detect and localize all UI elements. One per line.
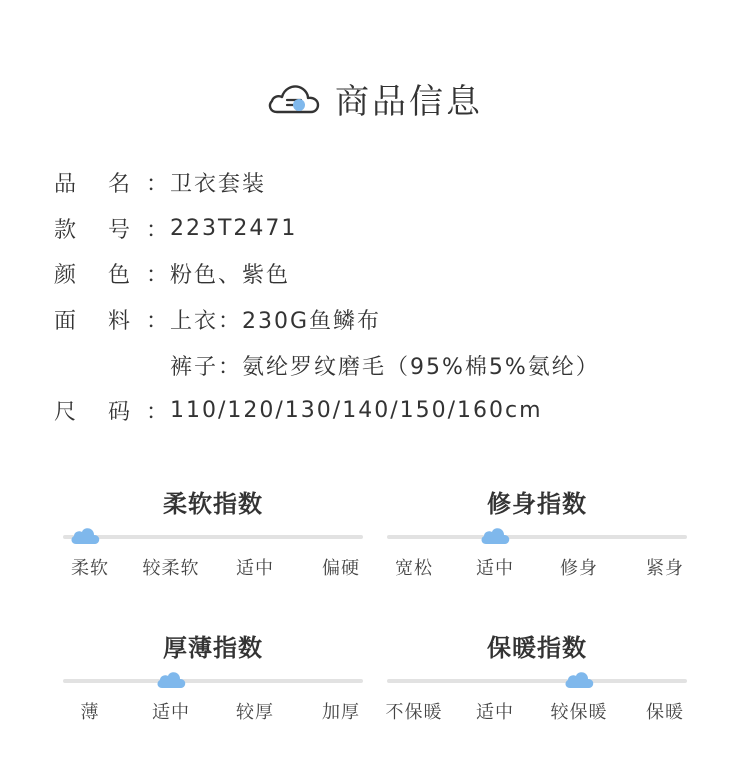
index-track — [63, 679, 363, 683]
info-row-fabric — [54, 297, 600, 343]
label-char: 名 — [108, 172, 133, 198]
index-level-label: 加厚 — [322, 702, 360, 723]
index-track — [387, 679, 687, 683]
index-level-label: 柔软 — [71, 558, 109, 579]
info-label — [54, 213, 170, 244]
index-level-label: 适中 — [476, 558, 514, 579]
label-colon: ： — [146, 309, 171, 335]
info-row-size — [54, 388, 600, 434]
label-char: 款 — [54, 217, 79, 243]
index-title: 保暖指数 — [487, 634, 587, 662]
info-label — [54, 167, 170, 198]
index-title: 柔软指数 — [163, 490, 263, 518]
index-track — [387, 535, 687, 539]
index-title: 修身指数 — [487, 490, 587, 518]
index-level-label: 偏硬 — [322, 558, 360, 579]
index-level-label: 适中 — [236, 558, 274, 579]
label-char: 色 — [108, 263, 133, 289]
index-level-label: 紧身 — [646, 558, 684, 579]
info-value: 上衣：230G鱼鳞布 — [170, 309, 382, 335]
info-row-style-number — [54, 206, 600, 252]
index-level-label: 不保暖 — [385, 702, 443, 723]
label-char: 料 — [108, 309, 133, 335]
label-char: 码 — [108, 400, 133, 426]
index-level-label: 较保暖 — [550, 702, 608, 723]
info-value: 裤子：氨纶罗纹磨毛（95%棉5%氨纶） — [170, 354, 600, 380]
cloud-list-icon — [267, 78, 325, 118]
index-level-label: 适中 — [152, 702, 190, 723]
label-colon: ： — [146, 172, 171, 198]
label-colon: ： — [146, 217, 171, 243]
cloud-marker-icon — [564, 670, 594, 690]
info-value: 粉色、紫色 — [170, 263, 291, 289]
info-value: 110/120/130/140/150/160cm — [170, 398, 543, 424]
section-header — [0, 72, 750, 124]
cloud-marker-icon — [70, 526, 100, 546]
index-level-label: 宽松 — [395, 558, 433, 579]
index-level-label: 较柔软 — [142, 558, 200, 579]
index-title: 厚薄指数 — [163, 634, 263, 662]
info-label — [54, 395, 170, 426]
label-colon: ： — [146, 263, 171, 289]
info-label — [54, 304, 170, 335]
index-level-label: 较厚 — [236, 702, 274, 723]
product-info-list — [54, 160, 600, 434]
index-level-label: 适中 — [476, 702, 514, 723]
info-row-color — [54, 251, 600, 297]
label-char: 尺 — [54, 400, 79, 426]
label-char: 号 — [108, 217, 133, 243]
index-level-label: 保暖 — [646, 702, 684, 723]
cloud-marker-icon — [156, 670, 186, 690]
label-char: 颜 — [54, 263, 79, 289]
index-track — [63, 535, 363, 539]
cloud-marker-icon — [480, 526, 510, 546]
label-char: 品 — [54, 172, 79, 198]
info-value: 223T2471 — [170, 215, 298, 241]
info-row-fabric-pants — [54, 342, 600, 388]
label-colon: ： — [146, 400, 171, 426]
index-level-label: 修身 — [560, 558, 598, 579]
label-char: 面 — [54, 309, 79, 335]
info-label — [54, 258, 170, 289]
index-level-label: 薄 — [80, 702, 100, 723]
info-value: 卫衣套装 — [170, 172, 267, 198]
info-row-name — [54, 160, 600, 206]
section-title: 商品信息 — [335, 81, 483, 122]
